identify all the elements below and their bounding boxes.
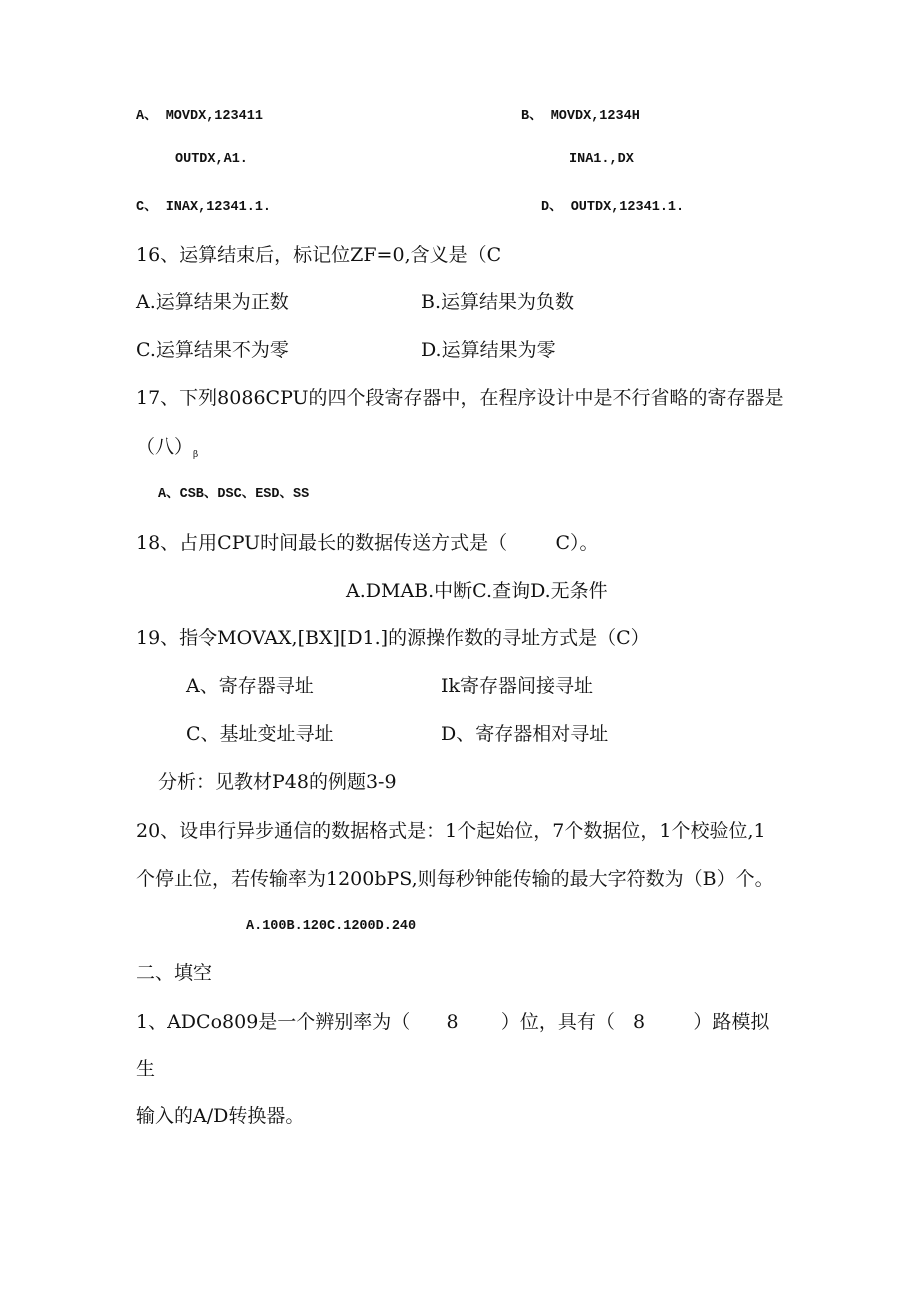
q20-stem-line1: 20、设串行异步通信的数据格式是：1个起始位，7个数据位，1个校验位,1: [136, 820, 766, 842]
q15-option-b-line2: INA1.,DX: [569, 152, 634, 167]
q19-option-d: D、寄存器相对寻址: [441, 723, 609, 745]
q17-answer: [136, 438, 198, 460]
q19-option-a: A、寄存器寻址: [186, 675, 314, 697]
q19-stem: 19、指令MOVAX,[BX][D1.]的源操作数的寻址方式是（C）: [136, 627, 650, 649]
q16-option-c: C.运算结果不为零: [136, 339, 289, 361]
fill-q1-line3: 输入的A/D转换器。: [136, 1105, 305, 1127]
q16-option-a: A.运算结果为正数: [136, 291, 289, 313]
q15-option-d: D、 OUTDX,12341.1.: [541, 200, 685, 215]
section-heading: 二、填空: [136, 962, 213, 984]
q17-answer-mark: β: [193, 450, 199, 460]
q16-option-d: D.运算结果为零: [421, 339, 556, 361]
q17-answer-text: （八）: [136, 436, 194, 458]
q16-stem: 16、运算结束后，标记位ZF=0,含义是（C: [136, 244, 502, 266]
q15-option-b: B、 MOVDX,1234H: [521, 109, 640, 124]
q18-options: A.DMAB.中断C.查询D.无条件: [346, 580, 608, 602]
fill-q1-line1: 1、ADCo809是一个辨别率为（ 8 ）位，具有（ 8 ）路模拟: [136, 1011, 770, 1033]
q17-options: A、CSB、DSC、ESD、SS: [158, 487, 310, 502]
q15-option-a-line2: OUTDX,A1.: [175, 152, 248, 167]
q20-options: A.100B.120C.1200D.240: [246, 919, 417, 934]
q15-option-c: C、 INAX,12341.1.: [136, 200, 272, 215]
q19-option-c: C、基址变址寻址: [186, 723, 334, 745]
q18-stem: 18、占用CPU时间最长的数据传送方式是（ C）。: [136, 532, 599, 554]
q15-option-a: A、 MOVDX,123411: [136, 109, 263, 124]
fill-q1-line2: 生: [136, 1058, 156, 1080]
q17-stem: 17、下列8086CPU的四个段寄存器中，在程序设计中是不行省略的寄存器是: [136, 387, 784, 409]
q16-option-b: B.运算结果为负数: [421, 291, 575, 313]
q19-analysis: 分析：见教材P48的例题3-9: [158, 771, 397, 793]
q20-stem-line2: 个停止位，若传输率为1200bPS,则每秒钟能传输的最大字符数为（B）个。: [136, 868, 774, 890]
q19-option-b: Ik寄存器间接寻址: [441, 675, 594, 697]
